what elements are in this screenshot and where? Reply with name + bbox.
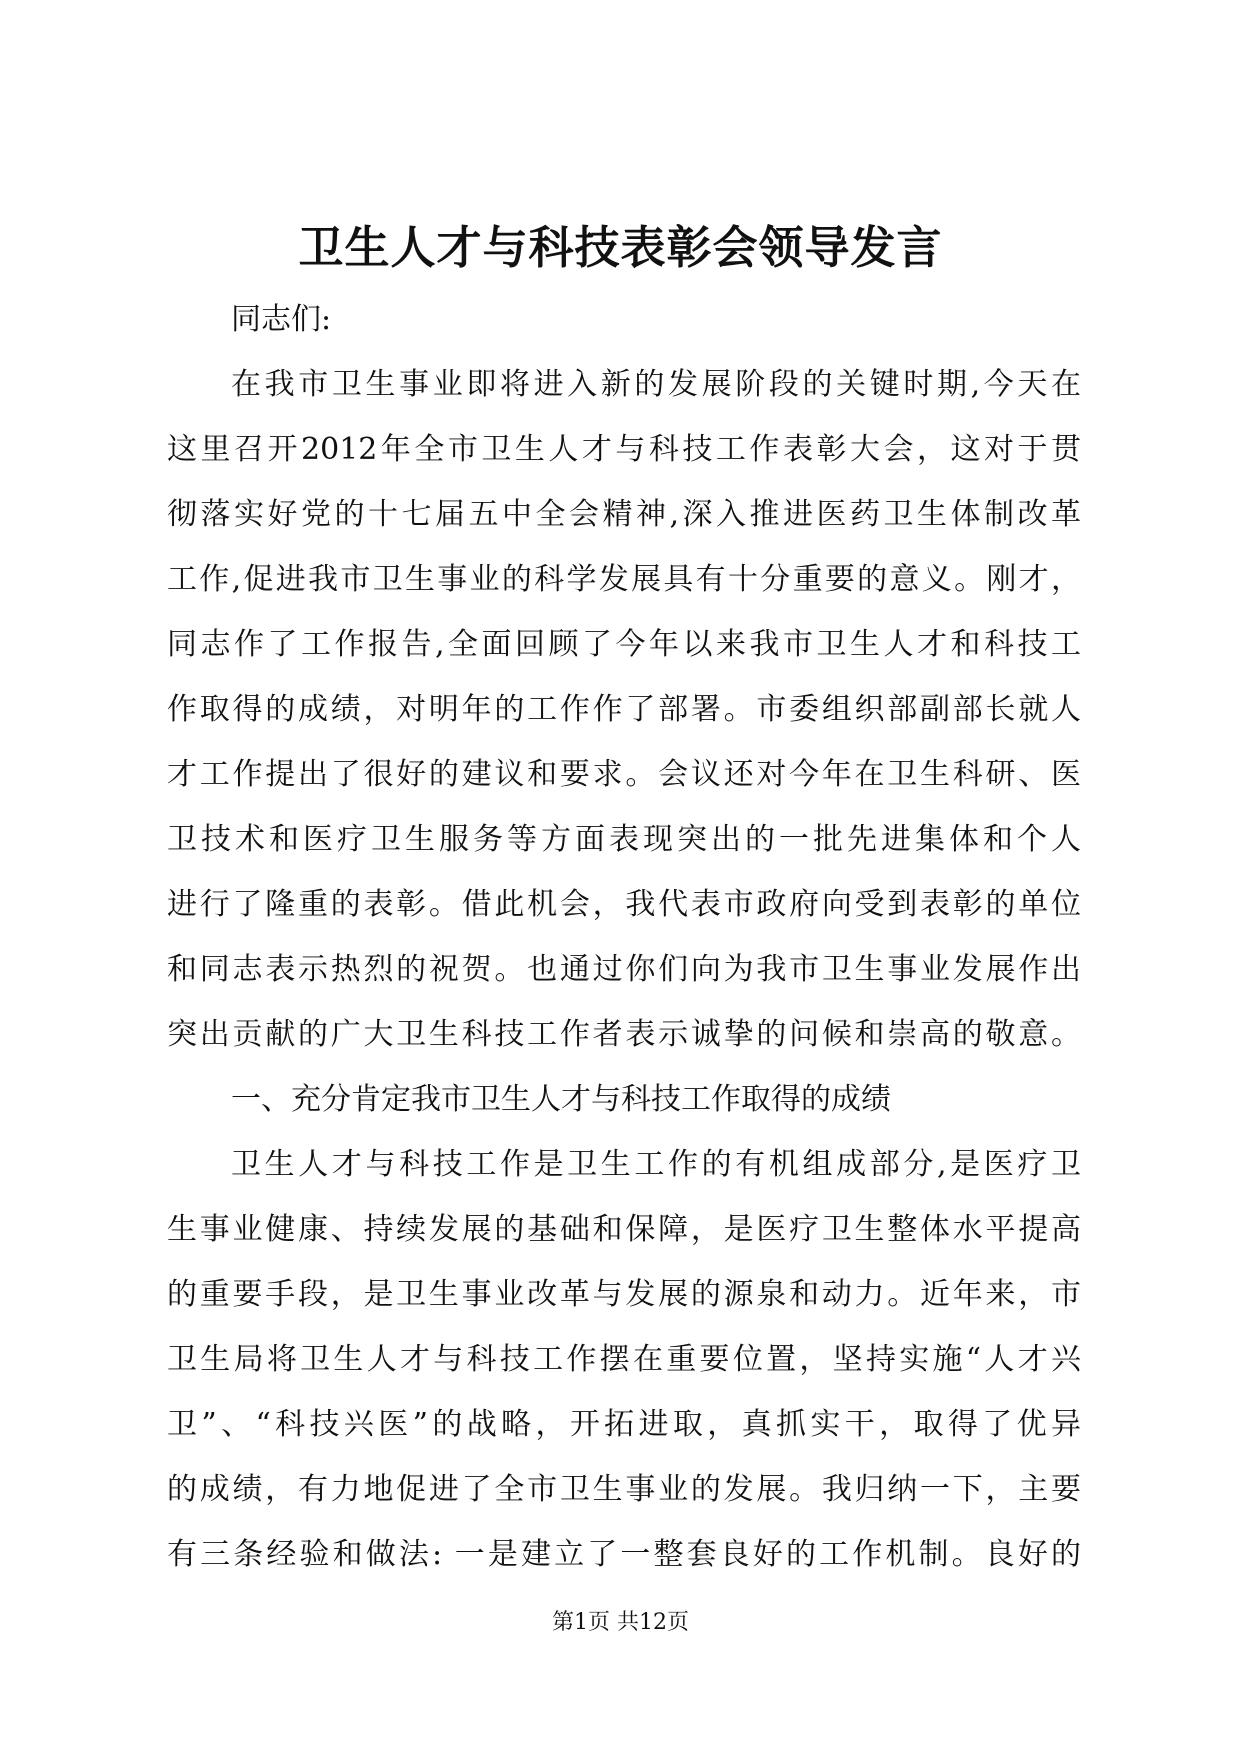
paragraph-line: 生事业健康、持续发展的基础和保障，是医疗卫生整体水平提高 [167,1212,1081,1247]
paragraph-line: 卫技术和医疗卫生服务等方面表现突出的一批先进集体和个人 [167,822,1081,857]
paragraph-line: 才工作提出了很好的建议和要求。会议还对今年在卫生科研、医 [167,757,1081,792]
page-footer: 第1页 共12页 [552,1610,689,1635]
paragraph-line: 和同志表示热烈的祝贺。也通过你们向为我市卫生事业发展作出 [167,952,1081,987]
paragraph-line: 有三条经验和做法: 一是建立了一整套良好的工作机制。良好的 [167,1537,1081,1572]
document-body [167,287,1081,1587]
section-heading: 一、充分肯定我市卫生人才与科技工作取得的成绩 [231,1082,891,1117]
document-title: 卫生人才与科技表彰会领导发言 [298,221,943,274]
paragraph-line: 的重要手段，是卫生事业改革与发展的源泉和动力。近年来，市 [167,1277,1081,1312]
paragraph-line: 的成绩，有力地促进了全市卫生事业的发展。我归纳一下，主要 [167,1472,1081,1507]
paragraph-line: 卫”、“科技兴医”的战略，开拓进取，真抓实干，取得了优异 [167,1407,1081,1442]
paragraph-line: 在我市卫生事业即将进入新的发展阶段的关键时期,今天在 [231,367,1081,402]
paragraph-line: 突出贡献的广大卫生科技工作者表示诚挚的问候和崇高的敬意。 [167,1017,1081,1052]
paragraph-line: 同志作了工作报告,全面回顾了今年以来我市卫生人才和科技工 [167,627,1081,662]
paragraph-line: 彻落实好党的十七届五中全会精神,深入推进医药卫生体制改革 [167,497,1081,532]
paragraph-line: 工作,促进我市卫生事业的科学发展具有十分重要的意义。刚才， [167,562,1081,597]
paragraph-line: 这里召开2012年全市卫生人才与科技工作表彰大会，这对于贯 [167,432,1081,467]
paragraph-line: 作取得的成绩，对明年的工作作了部署。市委组织部副部长就人 [167,692,1081,727]
paragraph-line: 卫生局将卫生人才与科技工作摆在重要位置，坚持实施“人才兴 [167,1342,1081,1377]
salutation-line: 同志们: [231,302,332,337]
paragraph-line: 卫生人才与科技工作是卫生工作的有机组成部分,是医疗卫 [231,1147,1081,1182]
paragraph-line: 进行了隆重的表彰。借此机会，我代表市政府向受到表彰的单位 [167,887,1081,922]
